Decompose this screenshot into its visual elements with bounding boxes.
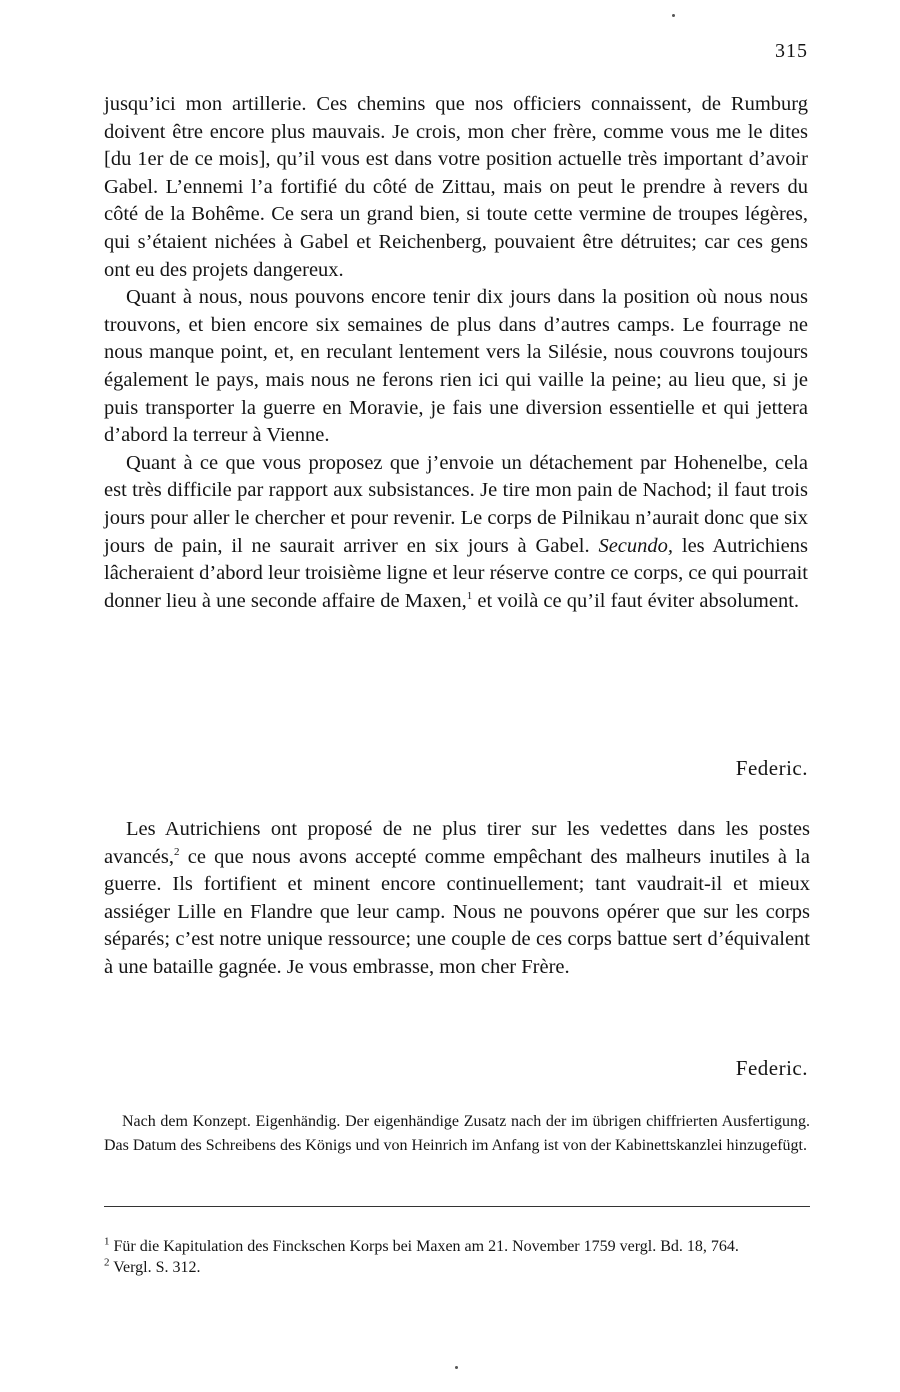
source-note — [104, 1110, 810, 1158]
paragraph-text: Les Autrichiens ont proposé de ne plus tirer sur les vedettes dans les postes avancés, — [104, 818, 810, 868]
paragraph-text: ce que nous avons accepté comme empêchant des malheurs inutiles à la guerre. Ils fortifient et minent encore continuellement; tant vaudrait-il et mieux assiéger Lille en Flandre que leur camp. Nous ne pouvons opérer que sur les corps séparés; c’est notre unique ressource; une couple de ces corps battue sert d’équivalent à une bataille gagnée. Je vous embrasse, mon cher Frère. — [104, 845, 811, 978]
paragraph-text: Quant à ce que vous proposez que j’envoie un détachement par Hohenelbe, cela est très difficile par rapport aux subsistances. Je tire mon pain de Nachod; il faut trois jours pour aller le chercher et pour revenir. Le corps de Pilnikau n’aurait donc que six jours de pain, il ne saurait arriver en six jours à Gabel. — [104, 451, 808, 557]
italic-word: Secundo, — [598, 534, 674, 557]
footnote-text: Vergl. S. 312. — [113, 1259, 201, 1276]
footnote — [104, 1236, 810, 1257]
paragraph — [104, 816, 810, 982]
signature: Federic. — [735, 1056, 808, 1080]
footnote-reference: 2 — [174, 845, 180, 858]
scan-speck — [455, 1366, 458, 1369]
signature: Federic. — [735, 756, 808, 780]
paragraph: jusqu’ici mon artillerie. Ces chemins que nos officiers connaissent, de Rumburg doivent être encore plus mauvais. Je crois, mon cher frère, comme vous me le dites [du 1er de ce mois], qu’il vous est dans votre position actuelle très important d’avoir Gabel. L’ennemi l’a fortifié du côté de Zittau, mais on peut le prendre à revers du côté de la Bohême. Ce sera un grand bien, si toute cette vermine de troupes légères, qui s’étaient nichées à Gabel et Reichenberg, pouvaient être détruites; car ces gens ont eu des projets dangereux. — [104, 93, 808, 281]
postscript-body — [104, 816, 810, 982]
scan-speck — [672, 14, 675, 17]
paragraph-text: les Autrichiens lâcheraient d’abord leur troisième ligne et leur réserve contre ce corps, ce qui pourrait donner lieu à une seconde affaire de Maxen, — [104, 534, 809, 612]
footnote-separator — [104, 1206, 810, 1207]
footnote-marker: 1 — [104, 1235, 110, 1248]
footnote-reference: 1 — [466, 589, 473, 602]
paragraph: Quant à nous, nous pouvons encore tenir dix jours dans la position où nous nous trouvons, et bien encore six semaines de plus dans d’autres camps. Le fourrage ne nous manque point, et, en reculant lentement vers la Silésie, nous couvrons toujours également le pays, mais nous ne ferons rien ici qui vaille la peine; au lieu que, si je puis transporter la guerre en Moravie, je fais une diversion essentielle et qui jettera d’abord la terreur à Vienne. — [104, 286, 808, 447]
source-note-text: Nach dem Konzept. Eigenhändig. Der eigenhändige Zusatz nach der im übrigen chiffrierten Ausfertigung. Das Datum des Schreibens des Königs und von Heinrich im Anfang ist von der Kabinettskanzlei hinzugefügt. — [104, 1113, 810, 1154]
footnotes — [104, 1236, 810, 1278]
page-number: 315 — [775, 40, 808, 62]
footnote — [104, 1257, 810, 1278]
paragraph — [104, 450, 808, 616]
paragraph-text: et voilà ce qu’il faut éviter absolument. — [477, 589, 800, 612]
footnote-text: Für die Kapitulation des Finckschen Korps bei Maxen am 21. November 1759 vergl. Bd. 18, 764. — [113, 1238, 739, 1255]
letter-body — [104, 91, 808, 615]
footnote-marker: 2 — [104, 1256, 110, 1269]
